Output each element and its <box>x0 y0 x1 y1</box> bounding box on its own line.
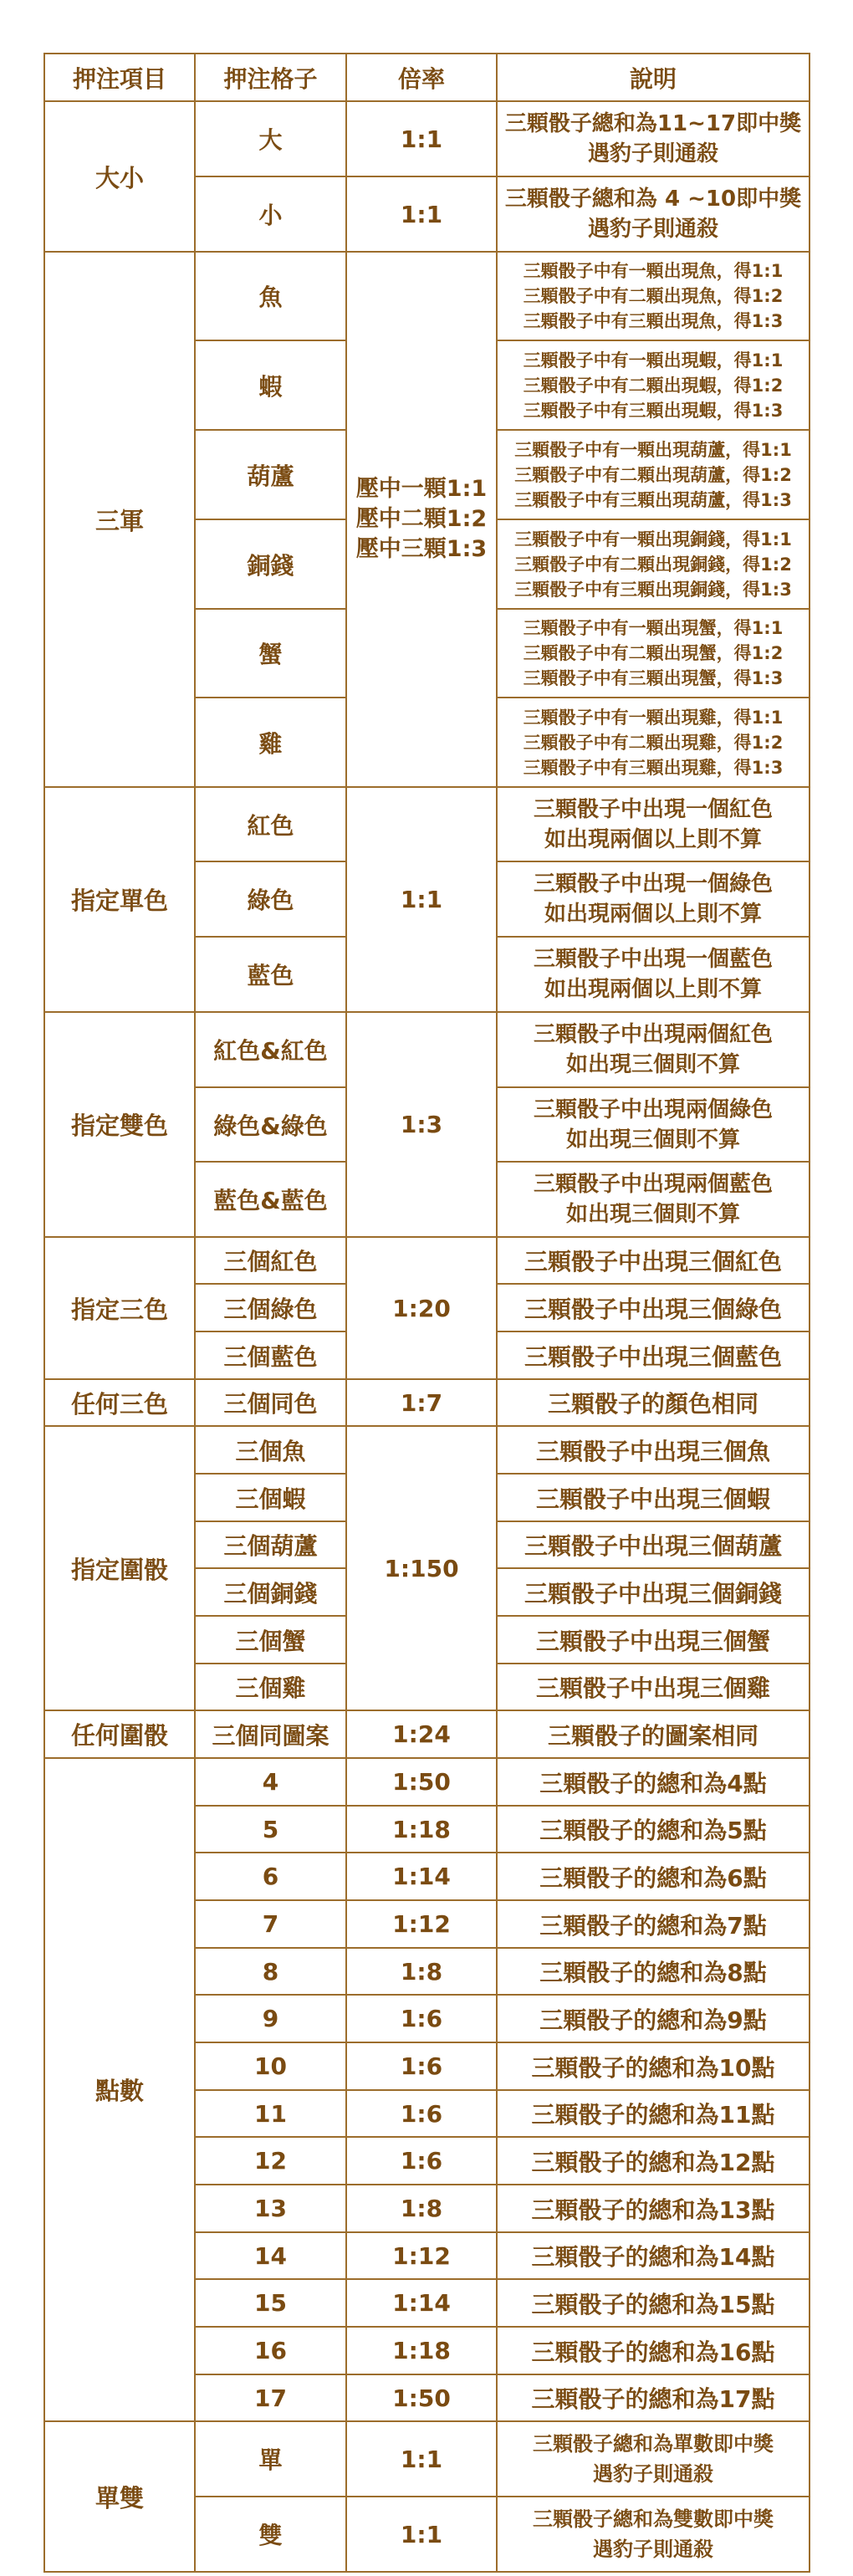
description-cell: 三顆骰子的總和為13點 <box>497 2185 810 2232</box>
description-line: 三顆骰子中出現兩個紅色 <box>533 1022 773 1047</box>
description-cell: 三顆骰子的總和為11點 <box>497 2090 810 2137</box>
description-line: 遇豹子則通殺 <box>587 141 718 166</box>
description-line: 遇豹子則通殺 <box>593 2462 713 2486</box>
odds-cell: 1:50 <box>346 2374 497 2421</box>
description-line: 如出現三個則不算 <box>565 1127 740 1153</box>
description-cell <box>497 1012 810 1087</box>
bet-cell: 雙 <box>195 2497 346 2572</box>
description-cell: 三顆骰子的總和為10點 <box>497 2042 810 2090</box>
category-double-color: 指定雙色 <box>44 1012 195 1237</box>
header-bet-cell: 押注格子 <box>195 54 346 101</box>
category-triple-color: 指定三色 <box>44 1237 195 1379</box>
description-cell <box>497 609 810 698</box>
table-row <box>44 1710 810 1758</box>
description-cell: 三顆骰子的總和為4點 <box>497 1758 810 1806</box>
description-line: 三顆骰子中有二顆出現銅錢，得1:2 <box>514 554 792 575</box>
category-big-small: 大小 <box>44 101 195 252</box>
bet-cell: 三個雞 <box>195 1664 346 1710</box>
bet-cell: 葫蘆 <box>195 430 346 519</box>
description-cell: 三顆骰子的圖案相同 <box>497 1710 810 1758</box>
bet-cell: 三個同圖案 <box>195 1710 346 1758</box>
bet-cell: 5 <box>195 1806 346 1853</box>
table-row <box>44 101 810 176</box>
description-cell <box>497 1087 810 1162</box>
description-line: 三顆骰子中有一顆出現葫蘆，得1:1 <box>514 439 792 460</box>
odds-cell: 1:24 <box>346 1710 497 1758</box>
table-row <box>44 1426 810 1474</box>
category-any-triple: 任何圍骰 <box>44 1710 195 1758</box>
bet-cell: 三個蝦 <box>195 1474 346 1521</box>
odds-cell: 1:3 <box>346 1012 497 1237</box>
bet-cell: 三個綠色 <box>195 1284 346 1331</box>
description-line: 三顆骰子總和為雙數即中獎 <box>533 2507 774 2531</box>
header-description: 說明 <box>497 54 810 101</box>
description-cell: 三顆骰子的總和為15點 <box>497 2279 810 2327</box>
description-line: 如出現三個則不算 <box>565 1202 740 1227</box>
description-cell <box>497 340 810 430</box>
description-line: 三顆骰子中有三顆出現銅錢，得1:3 <box>514 579 792 600</box>
description-cell: 三顆骰子的總和為17點 <box>497 2374 810 2421</box>
odds-cell: 1:12 <box>346 1900 497 1948</box>
description-cell <box>497 787 810 861</box>
odds-cell: 1:8 <box>346 1948 497 1995</box>
description-line: 三顆骰子中有二顆出現魚，得1:2 <box>523 286 784 306</box>
payout-table <box>43 53 810 2573</box>
description-cell: 三顆骰子中出現三個蟹 <box>497 1616 810 1664</box>
description-cell: 三顆骰子中出現三個魚 <box>497 1426 810 1474</box>
bet-cell: 雞 <box>195 698 346 787</box>
description-cell: 三顆骰子的總和為7點 <box>497 1900 810 1948</box>
bet-cell: 紅色&紅色 <box>195 1012 346 1087</box>
description-line: 三顆骰子中有三顆出現雞，得1:3 <box>523 757 784 778</box>
odds-cell: 1:1 <box>346 176 497 252</box>
description-cell: 三顆骰子中出現三個葫蘆 <box>497 1521 810 1568</box>
odds-line: 壓中三顆1:3 <box>355 536 488 562</box>
odds-cell: 1:50 <box>346 1758 497 1806</box>
description-cell <box>497 430 810 519</box>
description-cell: 三顆骰子的總和為16點 <box>497 2327 810 2374</box>
bet-cell: 小 <box>195 176 346 252</box>
description-line: 三顆骰子中出現一個藍色 <box>533 947 773 972</box>
table-row <box>44 1379 810 1426</box>
category-triple-symbol: 指定圍骰 <box>44 1426 195 1710</box>
bet-cell: 8 <box>195 1948 346 1995</box>
category-odd-even: 單雙 <box>44 2421 195 2572</box>
description-cell <box>497 1162 810 1237</box>
category-single-color: 指定單色 <box>44 787 195 1012</box>
description-line: 三顆骰子中有一顆出現雞，得1:1 <box>523 707 784 728</box>
description-line: 如出現三個則不算 <box>565 1052 740 1077</box>
description-cell: 三顆骰子的總和為9點 <box>497 1995 810 2042</box>
bet-cell: 16 <box>195 2327 346 2374</box>
bet-cell: 6 <box>195 1853 346 1900</box>
description-line: 三顆骰子中有二顆出現蟹，得1:2 <box>523 643 784 663</box>
odds-cell: 1:1 <box>346 787 497 1012</box>
odds-cell: 1:7 <box>346 1379 497 1426</box>
header-row <box>44 54 810 101</box>
bet-cell: 藍色&藍色 <box>195 1162 346 1237</box>
bet-cell: 15 <box>195 2279 346 2327</box>
description-cell <box>497 937 810 1012</box>
description-cell: 三顆骰子的總和為5點 <box>497 1806 810 1853</box>
bet-cell: 11 <box>195 2090 346 2137</box>
odds-cell: 1:6 <box>346 2042 497 2090</box>
bet-cell: 13 <box>195 2185 346 2232</box>
bet-cell: 9 <box>195 1995 346 2042</box>
description-cell: 三顆骰子中出現三個銅錢 <box>497 1568 810 1616</box>
description-cell: 三顆骰子中出現三個蝦 <box>497 1474 810 1521</box>
description-cell: 三顆骰子的總和為14點 <box>497 2232 810 2279</box>
description-line: 三顆骰子中有二顆出現雞，得1:2 <box>523 732 784 753</box>
bet-cell: 大 <box>195 101 346 176</box>
bet-cell: 4 <box>195 1758 346 1806</box>
bet-cell: 銅錢 <box>195 519 346 609</box>
table-row <box>44 1012 810 1087</box>
bet-cell: 三個魚 <box>195 1426 346 1474</box>
description-line: 三顆骰子中有二顆出現葫蘆，得1:2 <box>514 464 792 485</box>
description-line: 三顆骰子中出現兩個綠色 <box>533 1096 773 1122</box>
description-line: 三顆骰子中出現兩個藍色 <box>533 1172 773 1197</box>
description-line: 三顆骰子中出現一個紅色 <box>533 796 773 822</box>
description-cell: 三顆骰子的總和為12點 <box>497 2137 810 2185</box>
bet-cell: 14 <box>195 2232 346 2279</box>
description-cell <box>497 698 810 787</box>
description-cell <box>497 2497 810 2572</box>
bet-cell: 三個藍色 <box>195 1331 346 1379</box>
payout-table-container <box>43 53 810 2573</box>
odds-cell: 1:1 <box>346 2421 497 2497</box>
description-cell: 三顆骰子中出現三個綠色 <box>497 1284 810 1331</box>
description-cell <box>497 519 810 609</box>
table-row <box>44 1237 810 1284</box>
bet-cell: 魚 <box>195 252 346 340</box>
description-cell <box>497 2421 810 2497</box>
odds-cell: 1:150 <box>346 1426 497 1710</box>
description-line: 三顆骰子中有一顆出現蟹，得1:1 <box>523 618 784 638</box>
description-line: 三顆骰子總和為 4 ~10即中獎 <box>504 187 802 212</box>
bet-cell: 綠色&綠色 <box>195 1087 346 1162</box>
bet-cell: 12 <box>195 2137 346 2185</box>
bet-cell: 單 <box>195 2421 346 2497</box>
description-line: 三顆骰子中有三顆出現蟹，得1:3 <box>523 668 784 688</box>
description-line: 三顆骰子中出現一個綠色 <box>533 871 773 897</box>
bet-cell: 蟹 <box>195 609 346 698</box>
odds-line: 壓中二顆1:2 <box>355 506 488 532</box>
description-cell: 三顆骰子的總和為8點 <box>497 1948 810 1995</box>
odds-cell: 1:8 <box>346 2185 497 2232</box>
odds-cell: 1:1 <box>346 101 497 176</box>
odds-cell: 1:18 <box>346 2327 497 2374</box>
description-cell: 三顆骰子中出現三個雞 <box>497 1664 810 1710</box>
bet-cell: 藍色 <box>195 937 346 1012</box>
description-line: 三顆骰子中有二顆出現蝦，得1:2 <box>523 375 784 396</box>
description-line: 如出現兩個以上則不算 <box>544 977 762 1002</box>
description-cell <box>497 861 810 937</box>
bet-cell: 三個同色 <box>195 1379 346 1426</box>
description-cell <box>497 101 810 176</box>
bet-cell: 7 <box>195 1900 346 1948</box>
description-line: 遇豹子則通殺 <box>593 2538 713 2561</box>
description-line: 如出現兩個以上則不算 <box>544 826 762 852</box>
bet-cell: 三個葫蘆 <box>195 1521 346 1568</box>
description-cell: 三顆骰子中出現三個藍色 <box>497 1331 810 1379</box>
description-line: 三顆骰子中有一顆出現銅錢，得1:1 <box>514 529 792 549</box>
header-odds: 倍率 <box>346 54 497 101</box>
bet-cell: 蝦 <box>195 340 346 430</box>
description-line: 三顆骰子總和為單數即中獎 <box>533 2432 774 2456</box>
odds-cell: 1:6 <box>346 1995 497 2042</box>
bet-cell: 三個紅色 <box>195 1237 346 1284</box>
odds-cell: 1:12 <box>346 2232 497 2279</box>
odds-cell: 1:14 <box>346 1853 497 1900</box>
description-cell: 三顆骰子中出現三個紅色 <box>497 1237 810 1284</box>
description-cell: 三顆骰子的顏色相同 <box>497 1379 810 1426</box>
odds-cell <box>346 252 497 787</box>
description-line: 遇豹子則通殺 <box>587 217 718 242</box>
table-row <box>44 787 810 861</box>
table-row <box>44 252 810 340</box>
odds-cell: 1:14 <box>346 2279 497 2327</box>
bet-cell: 綠色 <box>195 861 346 937</box>
description-line: 三顆骰子中有三顆出現葫蘆，得1:3 <box>514 489 792 510</box>
odds-cell: 1:6 <box>346 2090 497 2137</box>
description-cell <box>497 176 810 252</box>
description-line: 三顆骰子總和為11~17即中獎 <box>504 111 802 136</box>
description-line: 三顆骰子中有三顆出現魚，得1:3 <box>523 311 784 331</box>
odds-line: 壓中一顆1:1 <box>355 476 488 502</box>
bet-cell: 17 <box>195 2374 346 2421</box>
category-any-triple-color: 任何三色 <box>44 1379 195 1426</box>
odds-cell: 1:1 <box>346 2497 497 2572</box>
description-cell: 三顆骰子的總和為6點 <box>497 1853 810 1900</box>
bet-cell: 三個蟹 <box>195 1616 346 1664</box>
description-cell <box>497 252 810 340</box>
table-row <box>44 1758 810 1806</box>
table-row <box>44 2421 810 2497</box>
header-bet-item: 押注項目 <box>44 54 195 101</box>
odds-cell: 1:6 <box>346 2137 497 2185</box>
bet-cell: 10 <box>195 2042 346 2090</box>
bet-cell: 三個銅錢 <box>195 1568 346 1616</box>
description-line: 如出現兩個以上則不算 <box>544 902 762 927</box>
description-line: 三顆骰子中有三顆出現蝦，得1:3 <box>523 400 784 421</box>
odds-cell: 1:18 <box>346 1806 497 1853</box>
category-three-army: 三軍 <box>44 252 195 787</box>
description-line: 三顆骰子中有一顆出現蝦，得1:1 <box>523 350 784 371</box>
odds-cell: 1:20 <box>346 1237 497 1379</box>
category-points: 點數 <box>44 1758 195 2421</box>
bet-cell: 紅色 <box>195 787 346 861</box>
description-line: 三顆骰子中有一顆出現魚，得1:1 <box>523 261 784 281</box>
